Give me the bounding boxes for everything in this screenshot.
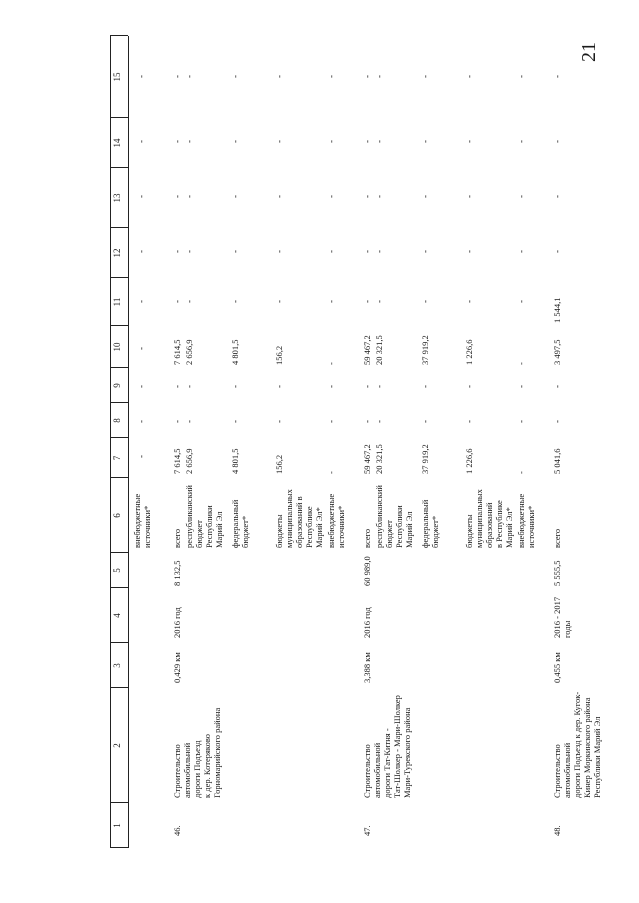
value-col10: - — [326, 362, 336, 365]
empty-dash: - — [326, 195, 336, 198]
empty-dash: - — [326, 385, 336, 388]
empty-dash: - — [516, 250, 526, 253]
empty-dash: - — [230, 385, 240, 388]
column-divider — [110, 687, 128, 688]
value-col7: 37 919,2 — [420, 444, 430, 474]
column-header: 2 — [112, 743, 122, 748]
empty-dash: - — [420, 250, 430, 253]
value-col11: 1 544,1 — [552, 297, 562, 323]
empty-dash: - — [136, 347, 146, 350]
column-divider — [110, 167, 128, 168]
column-divider — [110, 277, 128, 278]
source-label: федеральный бюджет* — [420, 499, 440, 548]
empty-dash: - — [374, 250, 384, 253]
empty-dash: - — [420, 195, 430, 198]
empty-dash: - — [420, 75, 430, 78]
value-col10: - — [516, 362, 526, 365]
source-label: федеральный бюджет* — [230, 499, 250, 548]
empty-dash: - — [326, 420, 336, 423]
column-divider — [110, 437, 128, 438]
value-col7: - — [326, 471, 336, 474]
empty-dash: - — [362, 300, 372, 303]
empty-dash: - — [362, 420, 372, 423]
empty-dash: - — [552, 250, 562, 253]
column-header: 14 — [112, 138, 122, 148]
column-header: 5 — [112, 568, 122, 573]
empty-dash: - — [420, 140, 430, 143]
value-col10: 20 321,5 — [374, 335, 384, 365]
empty-dash: - — [516, 300, 526, 303]
value-col7: 156,2 — [274, 454, 284, 474]
empty-dash: - — [136, 300, 146, 303]
empty-dash: - — [326, 250, 336, 253]
column-header: 15 — [112, 72, 122, 82]
empty-dash: - — [516, 385, 526, 388]
empty-dash: - — [374, 140, 384, 143]
object-name: Строительство автомобильной дороги Тат-Китня - Тат-Шолкер - Мари-Шолкер Мари-Турекского района — [362, 695, 412, 798]
empty-dash: - — [172, 300, 182, 303]
empty-dash: - — [362, 140, 372, 143]
road-length: 3,388 км — [362, 652, 372, 683]
empty-dash: - — [172, 195, 182, 198]
column-header: 9 — [112, 383, 122, 388]
empty-dash: - — [516, 195, 526, 198]
value-col7: 5 041,6 — [552, 448, 562, 474]
empty-dash: - — [230, 300, 240, 303]
empty-dash: - — [230, 195, 240, 198]
estimated-cost: 8 132,5 — [172, 560, 182, 586]
empty-dash: - — [184, 250, 194, 253]
empty-dash: - — [374, 75, 384, 78]
empty-dash: - — [374, 385, 384, 388]
empty-dash: - — [552, 385, 562, 388]
empty-dash: - — [230, 140, 240, 143]
column-divider — [110, 477, 128, 478]
column-header: 10 — [112, 342, 122, 352]
column-divider — [110, 802, 128, 803]
object-name: Строительство автомобильной дороги Подъезд к дер. Кугок- Кинер Моркинского района Республики Марий Эл — [552, 691, 602, 798]
empty-dash: - — [184, 140, 194, 143]
empty-dash: - — [516, 140, 526, 143]
empty-dash: - — [274, 385, 284, 388]
value-col7: 59 467,2 — [362, 444, 372, 474]
empty-dash: - — [274, 420, 284, 423]
value-col7: 4 801,5 — [230, 448, 240, 474]
empty-dash: - — [184, 385, 194, 388]
source-label: бюджеты муниципальных образований в Республике Марий Эл* — [464, 489, 514, 548]
source-label: всего — [552, 528, 562, 548]
empty-dash: - — [274, 140, 284, 143]
value-col10: 37 919,2 — [420, 335, 430, 365]
empty-dash: - — [326, 140, 336, 143]
empty-dash: - — [184, 195, 194, 198]
row-number: 46. — [172, 825, 182, 836]
value-col10: 156,2 — [274, 345, 284, 365]
column-divider — [110, 35, 128, 36]
source-label: внебюджетные источники* — [132, 493, 152, 548]
empty-dash: - — [184, 420, 194, 423]
empty-dash: - — [136, 195, 146, 198]
empty-dash: - — [464, 75, 474, 78]
page-number: 21 — [578, 42, 600, 62]
empty-dash: - — [274, 250, 284, 253]
empty-dash: - — [274, 75, 284, 78]
empty-dash: - — [464, 420, 474, 423]
value-col7: 20 321,5 — [374, 444, 384, 474]
object-name: Строительство автомобильной дороги Подъезд к дер. Котеряково Горномарийского района — [172, 707, 222, 798]
empty-dash: - — [172, 140, 182, 143]
column-divider — [110, 402, 128, 403]
row-number: 47. — [362, 825, 372, 836]
empty-dash: - — [464, 250, 474, 253]
value-col10: 59 467,2 — [362, 335, 372, 365]
empty-dash: - — [172, 385, 182, 388]
empty-dash: - — [464, 140, 474, 143]
empty-dash: - — [326, 75, 336, 78]
column-header: 1 — [112, 823, 122, 828]
source-label: внебюджетные источники* — [326, 493, 346, 548]
value-col10: 4 801,5 — [230, 339, 240, 365]
empty-dash: - — [326, 300, 336, 303]
column-header: 13 — [112, 193, 122, 203]
empty-dash: - — [136, 385, 146, 388]
source-label: всего — [172, 528, 182, 548]
column-divider — [110, 847, 128, 848]
value-col7: 1 226,6 — [464, 448, 474, 474]
column-header: 8 — [112, 418, 122, 423]
value-col10: 3 497,5 — [552, 339, 562, 365]
empty-dash: - — [420, 300, 430, 303]
value-col10: 1 226,6 — [464, 339, 474, 365]
source-label: внебюджетные источники* — [516, 493, 536, 548]
empty-dash: - — [274, 300, 284, 303]
empty-dash: - — [230, 75, 240, 78]
empty-dash: - — [362, 75, 372, 78]
road-length: 0,455 км — [552, 652, 562, 683]
column-divider — [110, 227, 128, 228]
empty-dash: - — [552, 420, 562, 423]
column-header: 11 — [112, 297, 122, 307]
budget-table — [110, 36, 634, 848]
estimated-cost: 60 989,0 — [362, 556, 372, 586]
empty-dash: - — [230, 250, 240, 253]
column-divider — [110, 367, 128, 368]
empty-dash: - — [374, 195, 384, 198]
empty-dash: - — [172, 420, 182, 423]
empty-dash: - — [362, 195, 372, 198]
empty-dash: - — [362, 250, 372, 253]
source-label: республиканский бюджет Республики Марий Эл — [184, 485, 224, 548]
construction-period: 2016 - 2017 годы — [552, 596, 572, 638]
empty-dash: - — [552, 195, 562, 198]
source-label: бюджеты муниципальных образований в Республике Марий Эл* — [274, 489, 324, 548]
empty-dash: - — [516, 420, 526, 423]
column-header: 12 — [112, 248, 122, 258]
empty-dash: - — [552, 140, 562, 143]
column-divider — [110, 587, 128, 588]
empty-dash: - — [552, 75, 562, 78]
road-length: 0,429 км — [172, 652, 182, 683]
empty-dash: - — [184, 300, 194, 303]
empty-dash: - — [136, 250, 146, 253]
construction-period: 2016 год — [172, 607, 182, 638]
empty-dash: - — [184, 75, 194, 78]
column-divider — [110, 552, 128, 553]
empty-dash: - — [420, 385, 430, 388]
column-header: 4 — [112, 613, 122, 618]
empty-dash: - — [464, 385, 474, 388]
empty-dash: - — [274, 195, 284, 198]
empty-dash: - — [136, 140, 146, 143]
column-header: 7 — [112, 455, 122, 461]
empty-dash: - — [516, 75, 526, 78]
empty-dash: - — [172, 250, 182, 253]
row-number: 48. — [552, 825, 562, 836]
value-col10: 7 614,5 — [172, 339, 182, 365]
empty-dash: - — [374, 420, 384, 423]
empty-dash: - — [136, 455, 146, 458]
empty-dash: - — [230, 420, 240, 423]
column-divider — [110, 325, 128, 326]
column-header: 3 — [112, 663, 122, 668]
value-col7: 7 614,5 — [172, 448, 182, 474]
empty-dash: - — [136, 420, 146, 423]
empty-dash: - — [420, 420, 430, 423]
construction-period: 2016 год — [362, 607, 372, 638]
value-col10: 2 656,9 — [184, 339, 194, 365]
estimated-cost: 5 555,5 — [552, 560, 562, 586]
column-divider — [110, 117, 128, 118]
empty-dash: - — [464, 300, 474, 303]
column-header: 6 — [112, 513, 122, 518]
empty-dash: - — [136, 75, 146, 78]
value-col7: 2 656,9 — [184, 448, 194, 474]
empty-dash: - — [172, 75, 182, 78]
empty-dash: - — [362, 385, 372, 388]
empty-dash: - — [464, 195, 474, 198]
source-label: республиканский бюджет Республики Марий Эл — [374, 485, 414, 548]
value-col7: - — [516, 471, 526, 474]
empty-dash: - — [374, 300, 384, 303]
source-label: всего — [362, 528, 372, 548]
column-divider — [110, 642, 128, 643]
